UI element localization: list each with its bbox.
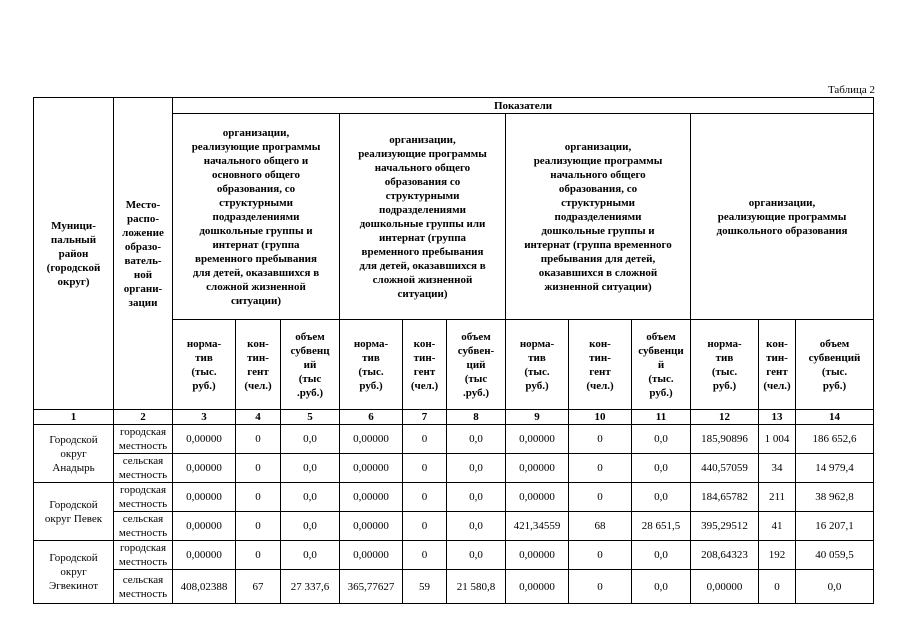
- value-cell-col-8: 0,0: [447, 541, 506, 570]
- value-cell-col-11: 28 651,5: [632, 512, 691, 541]
- value-cell-col-4: 0: [236, 454, 281, 483]
- value-cell-col-13: 41: [759, 512, 796, 541]
- table-caption: Таблица 2: [827, 84, 875, 96]
- subheader-col-12: норма- тив (тыс. руб.): [691, 320, 759, 410]
- value-cell-col-14: 40 059,5: [796, 541, 874, 570]
- subheader-col-10: кон- тин- гент (чел.): [569, 320, 632, 410]
- value-cell-col-10: 68: [569, 512, 632, 541]
- header-group-1: организации, реализующие программы начального общего и основного общего образования, со структурными подразделениями дошкольные группы и интернат (группа временного пребывания для детей, оказавшихся в сложной жизненной ситуации): [173, 114, 340, 320]
- value-cell-col-11: 0,0: [632, 454, 691, 483]
- subheader-col-14: объем субвенций (тыс. руб.): [796, 320, 874, 410]
- value-cell-col-14: 186 652,6: [796, 425, 874, 454]
- table-row: [34, 541, 874, 570]
- municipality-cell: Городской округ Анадырь: [34, 425, 114, 483]
- subheader-col-8: объем субвен- ций (тыс .руб.): [447, 320, 506, 410]
- value-cell-col-12: 395,29512: [691, 512, 759, 541]
- column-number-14: 14: [796, 410, 874, 425]
- value-cell-col-4: 0: [236, 512, 281, 541]
- table-row: [34, 454, 874, 483]
- value-cell-col-11: 0,0: [632, 570, 691, 604]
- value-cell-col-3: 0,00000: [173, 454, 236, 483]
- column-number-10: 10: [569, 410, 632, 425]
- subheader-col-5: объем субвенц ий (тыс .руб.): [281, 320, 340, 410]
- header-group-3: организации, реализующие программы начального общего образования, со структурными подразделениями дошкольные группы и интернат (группа временного пребывания для детей, оказавшихся в сложной жизненной ситуации): [506, 114, 691, 320]
- value-cell-col-9: 421,34559: [506, 512, 569, 541]
- table-body: [34, 98, 874, 604]
- value-cell-col-5: 0,0: [281, 483, 340, 512]
- value-cell-col-5: 27 337,6: [281, 570, 340, 604]
- value-cell-col-9: 0,00000: [506, 570, 569, 604]
- table-row: [34, 483, 874, 512]
- column-number-3: 3: [173, 410, 236, 425]
- value-cell-col-9: 0,00000: [506, 483, 569, 512]
- location-cell: городская местность: [114, 541, 173, 570]
- value-cell-col-7: 59: [403, 570, 447, 604]
- value-cell-col-10: 0: [569, 425, 632, 454]
- location-cell: сельская местность: [114, 454, 173, 483]
- value-cell-col-8: 0,0: [447, 454, 506, 483]
- value-cell-col-9: 0,00000: [506, 454, 569, 483]
- value-cell-col-6: 0,00000: [340, 512, 403, 541]
- subheader-col-6: норма- тив (тыс. руб.): [340, 320, 403, 410]
- location-cell: сельская местность: [114, 570, 173, 604]
- subsidy-table: [33, 97, 874, 604]
- value-cell-col-7: 0: [403, 483, 447, 512]
- value-cell-col-13: 211: [759, 483, 796, 512]
- value-cell-col-13: 192: [759, 541, 796, 570]
- value-cell-col-12: 185,90896: [691, 425, 759, 454]
- column-number-1: 1: [34, 410, 114, 425]
- column-number-12: 12: [691, 410, 759, 425]
- value-cell-col-7: 0: [403, 512, 447, 541]
- value-cell-col-12: 184,65782: [691, 483, 759, 512]
- value-cell-col-8: 21 580,8: [447, 570, 506, 604]
- value-cell-col-6: 0,00000: [340, 425, 403, 454]
- value-cell-col-11: 0,0: [632, 483, 691, 512]
- value-cell-col-14: 16 207,1: [796, 512, 874, 541]
- value-cell-col-13: 0: [759, 570, 796, 604]
- value-cell-col-9: 0,00000: [506, 425, 569, 454]
- column-number-2: 2: [114, 410, 173, 425]
- value-cell-col-6: 0,00000: [340, 454, 403, 483]
- value-cell-col-4: 0: [236, 483, 281, 512]
- table-row: [34, 425, 874, 454]
- value-cell-col-12: 0,00000: [691, 570, 759, 604]
- value-cell-col-8: 0,0: [447, 425, 506, 454]
- value-cell-col-7: 0: [403, 454, 447, 483]
- header-group-4: организации, реализующие программы дошкольного образования: [691, 114, 874, 320]
- header-indicators: Показатели: [173, 98, 874, 114]
- column-number-7: 7: [403, 410, 447, 425]
- value-cell-col-10: 0: [569, 570, 632, 604]
- column-number-4: 4: [236, 410, 281, 425]
- value-cell-col-11: 0,0: [632, 541, 691, 570]
- value-cell-col-13: 1 004: [759, 425, 796, 454]
- location-cell: городская местность: [114, 425, 173, 454]
- value-cell-col-12: 440,57059: [691, 454, 759, 483]
- value-cell-col-11: 0,0: [632, 425, 691, 454]
- column-number-13: 13: [759, 410, 796, 425]
- value-cell-col-5: 0,0: [281, 541, 340, 570]
- subheader-col-11: объем субвенци й (тыс. руб.): [632, 320, 691, 410]
- municipality-cell: Городской округ Певек: [34, 483, 114, 541]
- value-cell-col-7: 0: [403, 541, 447, 570]
- header-municipality: Муници- пальный район (городской округ): [34, 98, 114, 410]
- value-cell-col-5: 0,0: [281, 425, 340, 454]
- value-cell-col-7: 0: [403, 425, 447, 454]
- table-row: [34, 512, 874, 541]
- subheader-col-9: норма- тив (тыс. руб.): [506, 320, 569, 410]
- subheader-col-3: норма- тив (тыс. руб.): [173, 320, 236, 410]
- value-cell-col-13: 34: [759, 454, 796, 483]
- header-row-indicators: [34, 98, 874, 114]
- column-number-5: 5: [281, 410, 340, 425]
- value-cell-col-5: 0,0: [281, 454, 340, 483]
- value-cell-col-10: 0: [569, 483, 632, 512]
- column-number-9: 9: [506, 410, 569, 425]
- value-cell-col-8: 0,0: [447, 512, 506, 541]
- subheader-col-13: кон- тин- гент (чел.): [759, 320, 796, 410]
- value-cell-col-4: 67: [236, 570, 281, 604]
- value-cell-col-14: 38 962,8: [796, 483, 874, 512]
- header-row-column-numbers: [34, 410, 874, 425]
- header-group-2: организации, реализующие программы начального общего образования со структурными подразделениями дошкольные группы или интернат (группа временного пребывания для детей, оказавшихся в сложной жизненной ситуации): [340, 114, 506, 320]
- location-cell: городская местность: [114, 483, 173, 512]
- value-cell-col-14: 14 979,4: [796, 454, 874, 483]
- value-cell-col-6: 365,77627: [340, 570, 403, 604]
- value-cell-col-4: 0: [236, 425, 281, 454]
- value-cell-col-3: 0,00000: [173, 483, 236, 512]
- value-cell-col-4: 0: [236, 541, 281, 570]
- value-cell-col-12: 208,64323: [691, 541, 759, 570]
- value-cell-col-5: 0,0: [281, 512, 340, 541]
- location-cell: сельская местность: [114, 512, 173, 541]
- value-cell-col-6: 0,00000: [340, 541, 403, 570]
- value-cell-col-3: 0,00000: [173, 541, 236, 570]
- subheader-col-4: кон- тин- гент (чел.): [236, 320, 281, 410]
- column-number-11: 11: [632, 410, 691, 425]
- column-number-6: 6: [340, 410, 403, 425]
- value-cell-col-3: 0,00000: [173, 425, 236, 454]
- value-cell-col-14: 0,0: [796, 570, 874, 604]
- column-number-8: 8: [447, 410, 506, 425]
- value-cell-col-8: 0,0: [447, 483, 506, 512]
- value-cell-col-10: 0: [569, 454, 632, 483]
- header-location: Место- распо- ложение образо- ватель- ной органи- зации: [114, 98, 173, 410]
- value-cell-col-10: 0: [569, 541, 632, 570]
- value-cell-col-3: 408,02388: [173, 570, 236, 604]
- value-cell-col-9: 0,00000: [506, 541, 569, 570]
- table-row: [34, 570, 874, 604]
- municipality-cell: Городской округ Эгвекинот: [34, 541, 114, 604]
- value-cell-col-3: 0,00000: [173, 512, 236, 541]
- value-cell-col-6: 0,00000: [340, 483, 403, 512]
- subheader-col-7: кон- тин- гент (чел.): [403, 320, 447, 410]
